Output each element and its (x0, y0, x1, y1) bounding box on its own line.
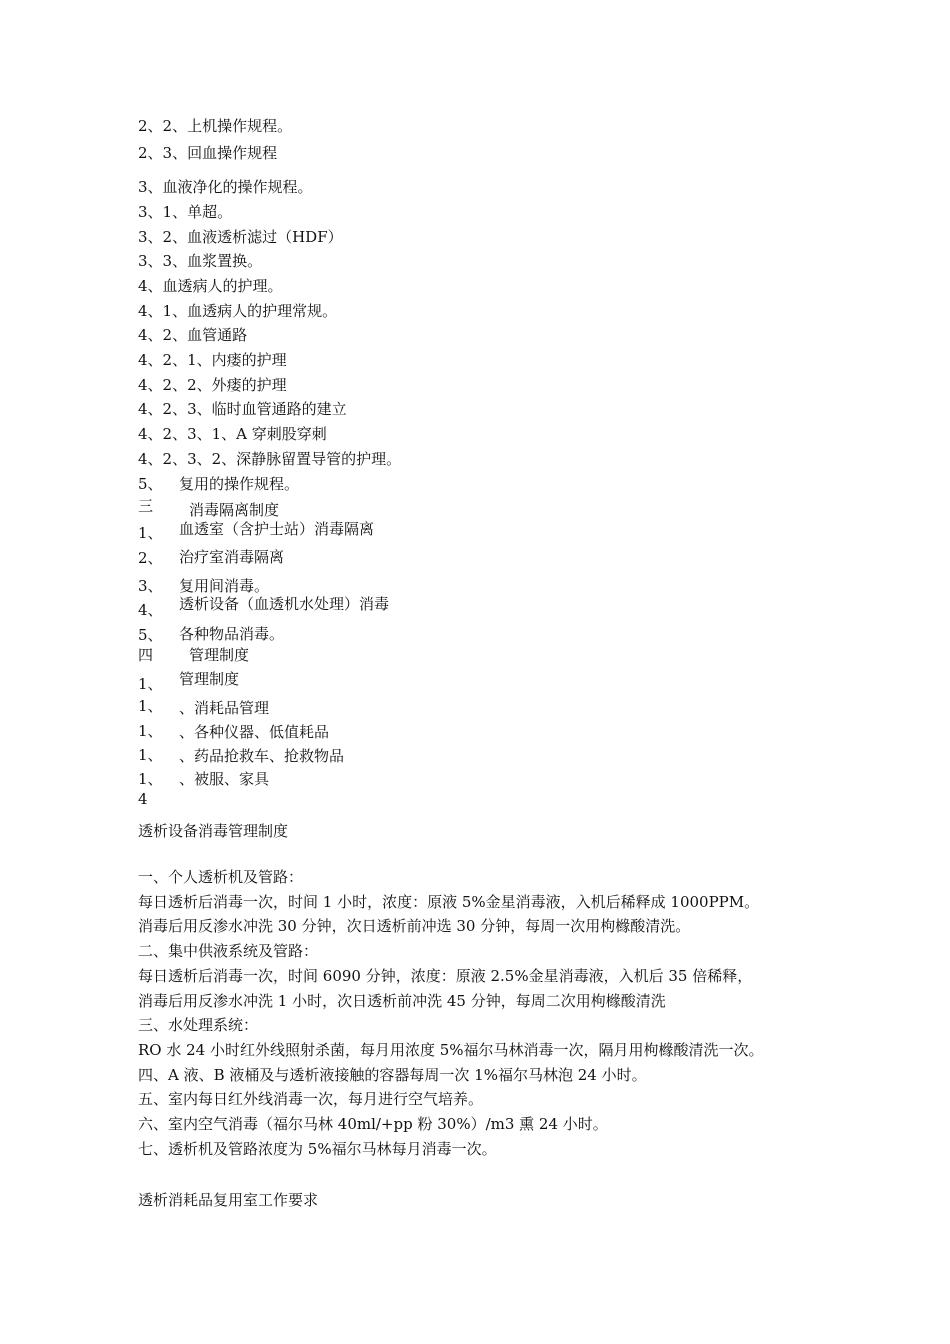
list-number: 1、 (138, 722, 163, 740)
list-number: 5、 (138, 475, 163, 493)
outline-line: 2、3、回血操作规程 (138, 144, 278, 162)
outline-line: 4、2、3、1、A 穿刺股穿刺 (138, 425, 327, 443)
section-heading: 消毒隔离制度 (189, 501, 280, 519)
list-item-text: 复用的操作规程。 (179, 475, 300, 493)
paragraph: 消毒后用反渗水冲洗 30 分钟，次日透析前冲选 30 分钟，每周一次用枸橼酸清洗。 (138, 917, 691, 935)
paragraph: 每日透析后消毒一次，时间 1 小时，浓度：原液 5%金星消毒液，入机后稀释成 1000PPM。 (138, 893, 760, 911)
list-item-text: 复用间消毒。 (179, 577, 270, 595)
outline-line: 4、2、3、2、深静脉留置导管的护理。 (138, 450, 402, 468)
outline-line: 2、2、上机操作规程。 (138, 117, 293, 135)
section-number: 三 (138, 497, 154, 515)
outline-line: 4、2、3、临时血管通路的建立 (138, 400, 347, 418)
list-item-text: 血透室（含护士站）消毒隔离 (179, 520, 375, 538)
outline-line: 3、1、单超。 (138, 203, 233, 221)
outline-line: 4、2、1、内瘘的护理 (138, 351, 287, 369)
list-number: 1、 (138, 524, 163, 542)
paragraph-heading: 二、集中供液系统及管路： (138, 942, 319, 960)
list-number: 2、 (138, 549, 163, 567)
outline-line: 3、3、血浆置换。 (138, 252, 263, 270)
list-item-text: 透析设备（血透机水处理）消毒 (179, 595, 390, 613)
list-number: 1、 (138, 675, 163, 693)
list-number: 1、 (138, 697, 163, 715)
list-number-suffix: 4 (138, 790, 148, 808)
paragraph-heading: 三、水处理系统： (138, 1016, 259, 1034)
section-title: 透析设备消毒管理制度 (138, 822, 289, 840)
paragraph: 消毒后用反渗水冲洗 1 小时，次日透析前冲洗 45 分钟，每周二次用枸橼酸清洗 (138, 992, 666, 1010)
paragraph: 五、室内每日红外线消毒一次，每月进行空气培养。 (138, 1090, 484, 1108)
paragraph: 六、室内空气消毒（福尔马林 40ml/+pp 粉 30%）/m3 熏 24 小时。 (138, 1115, 608, 1133)
list-item-text: 、消耗品管理 (179, 699, 270, 717)
list-number: 5、 (138, 626, 163, 644)
section-number: 四 (138, 646, 154, 664)
outline-line: 4、2、2、外瘘的护理 (138, 376, 287, 394)
list-number: 1、 (138, 770, 163, 788)
list-number: 3、 (138, 577, 163, 595)
list-item-text: 、药品抢救车、抢救物品 (179, 747, 345, 765)
paragraph: 四、A 液、B 液桶及与透析液接触的容器每周一次 1%福尔马林泡 24 小时。 (138, 1066, 647, 1084)
section-heading: 管理制度 (189, 646, 250, 664)
section-title: 透析消耗品复用室工作要求 (138, 1191, 319, 1209)
paragraph: RO 水 24 小时红外线照射杀菌，每月用浓度 5%福尔马林消毒一次，隔月用枸橼酸清洗一次。 (138, 1041, 764, 1059)
list-number: 4、 (138, 601, 163, 619)
outline-line: 4、1、血透病人的护理常规。 (138, 302, 338, 320)
list-item-text: 、被服、家具 (179, 770, 270, 788)
list-item-text: 、各种仪器、低值耗品 (179, 723, 330, 741)
list-item-text: 各种物品消毒。 (179, 625, 285, 643)
outline-line: 4、2、血管通路 (138, 326, 248, 344)
list-item-text: 管理制度 (179, 670, 240, 688)
paragraph: 七、透析机及管路浓度为 5%福尔马林每月消毒一次。 (138, 1140, 497, 1158)
outline-line: 4、血透病人的护理。 (138, 277, 283, 295)
list-number: 1、 (138, 746, 163, 764)
list-item-text: 治疗室消毒隔离 (179, 548, 285, 566)
outline-line: 3、2、血液透析滤过（HDF） (138, 228, 343, 246)
outline-line: 3、血液净化的操作规程。 (138, 178, 313, 196)
paragraph: 每日透析后消毒一次，时间 6090 分钟，浓度：原液 2.5%金星消毒液，入机后 35 倍稀释， (138, 967, 753, 985)
paragraph-heading: 一、个人透析机及管路： (138, 868, 304, 886)
